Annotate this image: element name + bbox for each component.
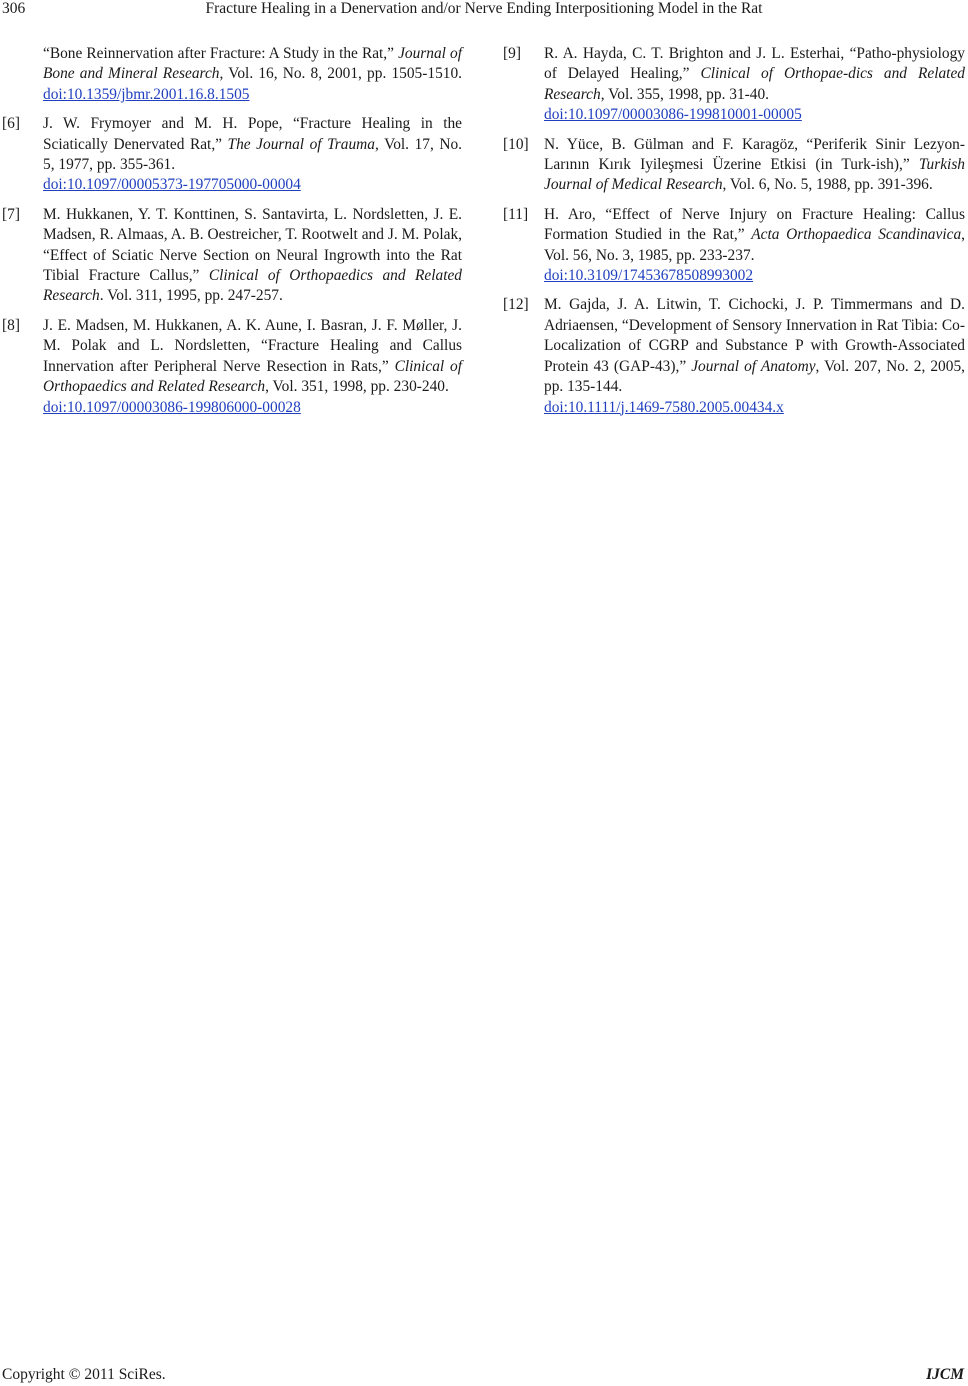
journal-abbreviation: IJCM <box>926 1366 964 1383</box>
reference-6: [6] J. W. Frymoyer and M. H. Pope, “Fracture Healing in the Sciatically Denervated Rat,” The Journal of Trauma, Vol. 17, No. 5, 1977, pp. 355-361. doi:10.1097/00005373-197705000-00004 <box>2 115 462 194</box>
page-number: 306 <box>2 0 26 17</box>
reference-number: [12] <box>503 296 529 314</box>
reference-8: [8] J. E. Madsen, M. Hukkanen, A. K. Aune, I. Basran, J. F. Møller, J. M. Polak and L. Nordsletten, “Fracture Healing and Callus Innervation after Peripheral Nerve Resection in Rats,” Clinical of Orthopaedics and Related Research, Vol. 351, 1998, pp. 230-240. doi:10.1097/00003086-199806000-00028 <box>2 316 462 416</box>
reference-number: [10] <box>503 135 529 153</box>
copyright-notice: Copyright © 2011 SciRes. <box>2 1366 166 1383</box>
doi-link[interactable]: doi:10.1097/00003086-199806000-00028 <box>43 398 301 416</box>
running-title: Fracture Healing in a Denervation and/or Nerve Ending Interpositioning Model in the Rat <box>205 0 763 17</box>
reference-11: [11] H. Aro, “Effect of Nerve Injury on Fracture Healing: Callus Formation Studied in the Rat,” Acta Orthopaedica Scandinavica, Vol. 56, No. 3, 1985, pp. 233-237. doi:10.3109/17453678508993002 <box>503 205 965 285</box>
reference-number: [9] <box>503 45 521 62</box>
reference-number: [11] <box>503 205 529 223</box>
reference-number: [7] <box>2 205 20 223</box>
left-column <box>2 44 462 427</box>
right-column <box>503 44 965 427</box>
doi-link[interactable]: doi:10.3109/17453678508993002 <box>544 267 754 285</box>
doi-link[interactable]: doi:10.1111/j.1469-7580.2005.00434.x <box>544 398 784 416</box>
reference-number: [8] <box>2 316 20 334</box>
doi-link[interactable]: doi:10.1359/jbmr.2001.16.8.1505 <box>43 85 250 103</box>
reference-5-continued: “Bone Reinnervation after Fracture: A Study in the Rat,” Journal of Bone and Mineral Research, Vol. 16, No. 8, 2001, pp. 1505-1510. doi:10.1359/jbmr.2001.16.8.1505 <box>43 45 462 103</box>
reference-12: [12] M. Gajda, J. A. Litwin, T. Cichocki, J. P. Timmermans and D. Adriaensen, “Development of Sensory Innervation in Rat Tibia: Co-Localization of CGRP and Substance P with Growth-Associated Protein 43 (GAP-43),” Journal of Anatomy, Vol. 207, No. 2, 2005, pp. 135-144. doi:10.1111/j.1469-7580.2005.00434.x <box>503 296 965 416</box>
page-header <box>0 0 968 22</box>
reference-number: [6] <box>2 115 20 133</box>
page-footer <box>0 1366 968 1386</box>
reference-7: [7] M. Hukkanen, Y. T. Konttinen, S. Santavirta, L. Nordsletten, J. E. Madsen, R. Almaas, A. B. Oestreicher, T. Rootwelt and J. M. Polak, “Effect of Sciatic Nerve Section on Neural Ingrowth into the Rat Tibial Fracture Callus,” Clinical of Orthopaedics and Related Research. Vol. 311, 1995, pp. 247-257. <box>2 205 462 305</box>
reference-9: [9] R. A. Hayda, C. T. Brighton and J. L. Esterhai, “Patho-physiology of Delayed Healing,” Clinical of Orthopae-dics and Related Research, Vol. 355, 1998, pp. 31-40. doi:10.1097/00003086-199810001-00005 <box>503 45 965 124</box>
reference-10: [10] N. Yüce, B. Gülman and F. Karagöz, “Periferik Sinir Lezyon-Larının Kırık Iyileşmesi Üzerine Etkisi (in Turk-ish),” Turkish Journal of Medical Research, Vol. 6, No. 5, 1988, pp. 391-396. <box>503 135 965 194</box>
doi-link[interactable]: doi:10.1097/00003086-199810001-00005 <box>544 106 802 124</box>
doi-link[interactable]: doi:10.1097/00005373-197705000-00004 <box>43 176 301 194</box>
